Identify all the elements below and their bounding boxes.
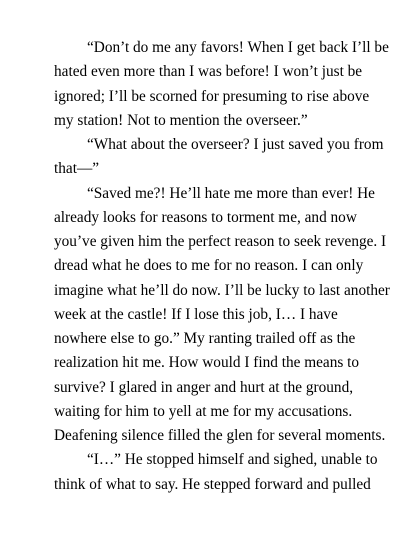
text-line: waiting for him to yell at me for my accusations. (54, 402, 353, 420)
text-line: “I…” He stopped himself and sighed, unable to (87, 451, 378, 469)
text-line: “What about the overseer? I just saved you from (87, 136, 384, 153)
text-line: realization hit me. How would I find the means to (54, 354, 360, 372)
text-line: already looks for reasons to torment me, and now (54, 208, 357, 226)
text-line: hated even more than I was before! I won’t just be (54, 63, 363, 81)
text-line: think of what to say. He stepped forward and pulled (54, 475, 371, 493)
text-line: dread what he does to me for no reason. I can only (54, 257, 364, 275)
text-line: that—” (54, 160, 100, 178)
text-line: imagine what he’ll do now. I’ll be lucky to last another (54, 281, 390, 299)
text-line: my station! Not to mention the overseer.” (54, 111, 308, 129)
text-line: survive? I glared in anger and hurt at the ground, (54, 378, 354, 396)
text-line: ignored; I’ll be scorned for presuming to rise above (54, 87, 370, 105)
text-line: “Saved me?! He’ll hate me more than ever! He (87, 184, 375, 202)
text-line: Deafening silence filled the glen for several moments. (54, 427, 386, 444)
text-line: week at the castle! If I lose this job, I… I have (54, 305, 338, 323)
text-line: “Don’t do me any favors! When I get back I’ll be (87, 39, 389, 56)
text-line: nowhere else to go.” My ranting trailed off as the (54, 330, 356, 347)
text-line: you’ve given him the perfect reason to seek revenge. I (54, 233, 387, 250)
body-text (54, 36, 390, 497)
